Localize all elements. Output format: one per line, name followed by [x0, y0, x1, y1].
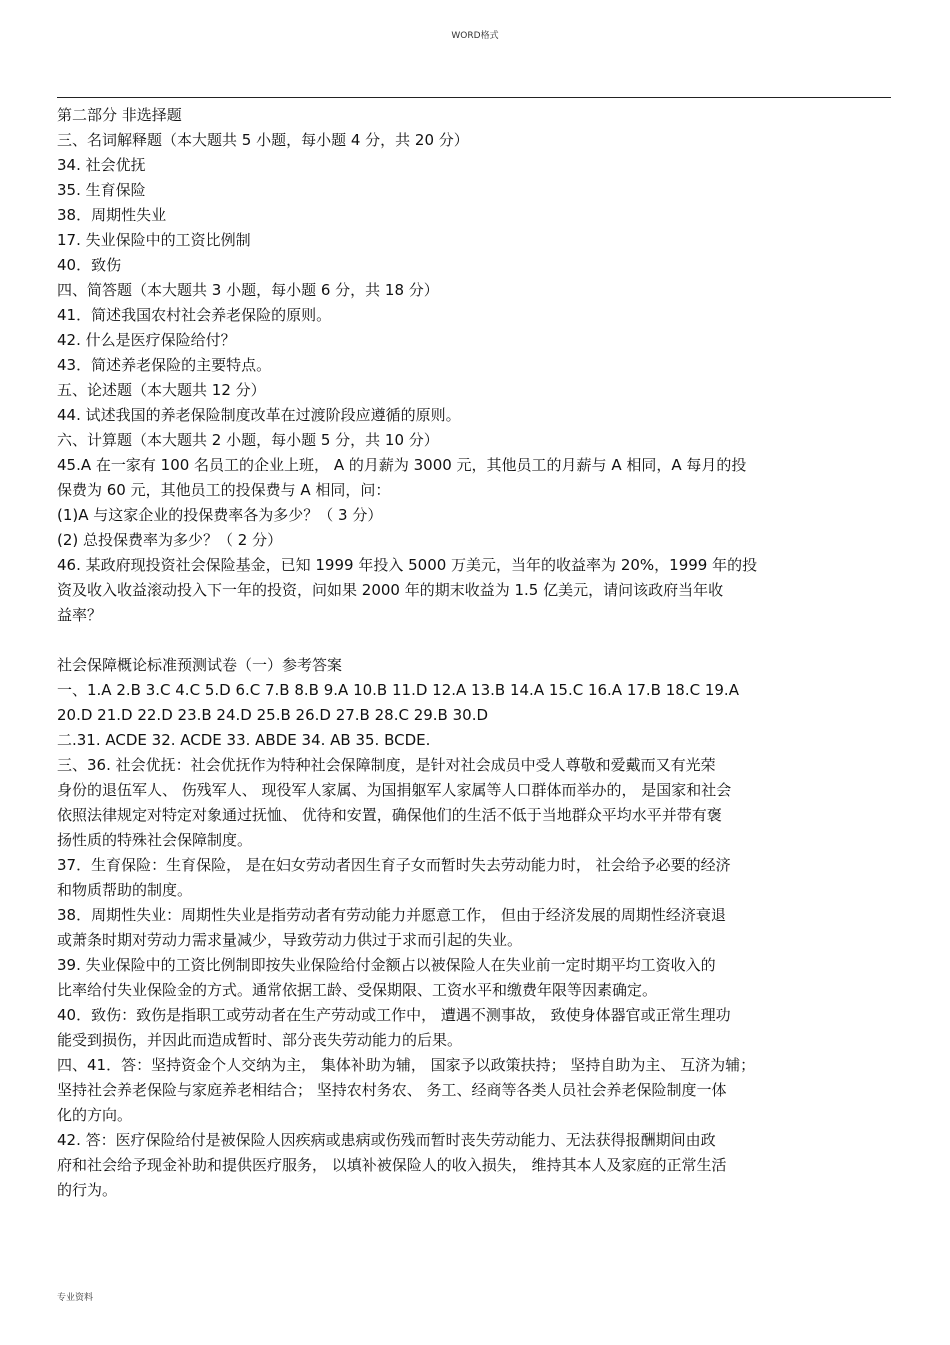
text-line: 35. 生育保险	[57, 181, 146, 199]
text-line: 五、论述题（本大题共 12 分）	[57, 381, 266, 399]
page-footer: 专业资料	[57, 1293, 94, 1303]
text-line: 益率？	[57, 606, 103, 624]
text-line: 42. 什么是医疗保险给付？	[57, 331, 236, 349]
blank-line	[57, 628, 899, 653]
text-line: 第二部分 非选择题	[57, 106, 182, 124]
text-line: 38．周期性失业	[57, 206, 167, 224]
text-line: 二.31. ACDE 32. ACDE 33. ABDE 34. AB 35. BCDE.	[57, 731, 431, 749]
text-line: 46. 某政府现投资社会保险基金，已知 1999 年投入 5000 万美元，当年的收益率为 20%，1999 年的投	[57, 556, 758, 574]
document-body	[57, 103, 899, 1203]
text-line: 43．简述养老保险的主要特点。	[57, 356, 272, 374]
text-line: 的行为。	[57, 1181, 118, 1199]
text-line: 39. 失业保险中的工资比例制即按失业保险给付金额占以被保险人在失业前一定时期平均工资收入的	[57, 956, 716, 974]
text-line: 45.A 在一家有 100 名员工的企业上班， A 的月薪为 3000 元，其他员工的月薪与 A 相同，A 每月的投	[57, 456, 747, 474]
text-line: 资及收入收益滚动投入下一年的投资，问如果 2000 年的期末收益为 1.5 亿美元，请问该政府当年收	[57, 581, 724, 599]
text-line: 府和社会给予现金补助和提供医疗服务， 以填补被保险人的收入损失， 维持其本人及家庭的正常生活	[57, 1156, 727, 1174]
text-line: 一、1.A 2.B 3.C 4.C 5.D 6.C 7.B 8.B 9.A 10.B 11.D 12.A 13.B 14.A 15.C 16.A 17.B 18.C 19.A	[57, 681, 739, 699]
text-line: 三、36. 社会优抚：社会优抚作为特种社会保障制度，是针对社会成员中受人尊敬和爱戴而又有光荣	[57, 756, 716, 774]
text-line: 社会保障概论标准预测试卷（一）参考答案	[57, 656, 343, 674]
text-line: (2) 总投保费率为多少？（ 2 分）	[57, 531, 283, 549]
text-line: 六、计算题（本大题共 2 小题，每小题 5 分，共 10 分）	[57, 431, 439, 449]
text-line: 四、简答题（本大题共 3 小题，每小题 6 分，共 18 分）	[57, 281, 439, 299]
text-line: 扬性质的特殊社会保障制度。	[57, 831, 253, 849]
text-line: 42. 答：医疗保险给付是被保险人因疾病或患病或伤残而暂时丧失劳动能力、无法获得报酬期间由政	[57, 1131, 716, 1149]
text-line: 保费为 60 元，其他员工的投保费与 A 相同，问：	[57, 481, 391, 499]
text-line: 或萧条时期对劳动力需求量减少，导致劳动力供过于求而引起的失业。	[57, 931, 523, 949]
text-line: 20.D 21.D 22.D 23.B 24.D 25.B 26.D 27.B 28.C 29.B 30.D	[57, 706, 489, 724]
text-line: 40．致伤	[57, 256, 122, 274]
text-line: 37．生育保险：生育保险， 是在妇女劳动者因生育子女而暂时失去劳动能力时， 社会给予必要的经济	[57, 856, 731, 874]
text-line: 比率给付失业保险金的方式。通常依据工龄、受保期限、工资水平和缴费年限等因素确定。	[57, 981, 658, 999]
text-line: 40．致伤：致伤是指职工或劳动者在生产劳动或工作中， 遭遇不测事故， 致使身体器官或正常生理功	[57, 1006, 731, 1024]
text-line: 34. 社会优抚	[57, 156, 146, 174]
text-line: 三、名词解释题（本大题共 5 小题，每小题 4 分，共 20 分）	[57, 131, 469, 149]
text-line: 41．简述我国农村社会养老保险的原则。	[57, 306, 332, 324]
text-line: 四、41．答：坚持资金个人交纳为主， 集体补助为辅， 国家予以政策扶持； 坚持自助为主、 互济为辅；	[57, 1056, 756, 1074]
text-line: 17. 失业保险中的工资比例制	[57, 231, 251, 249]
header-divider	[57, 97, 891, 98]
text-line: 依照法律规定对特定对象通过抚恤、 优待和安置，确保他们的生活不低于当地群众平均水平并带有褒	[57, 806, 722, 824]
text-line: 能受到损伤，并因此而造成暂时、部分丧失劳动能力的后果。	[57, 1031, 463, 1049]
text-line: 身份的退伍军人、 伤残军人、 现役军人家属、为国捐躯军人家属等人口群体而举办的， 是国家和社会	[57, 781, 732, 799]
text-line: 和物质帮助的制度。	[57, 881, 193, 899]
text-line: 化的方向。	[57, 1106, 133, 1124]
page-header: WORD格式	[451, 31, 499, 41]
text-line: 38．周期性失业：周期性失业是指劳动者有劳动能力并愿意工作， 但由于经济发展的周期性经济衰退	[57, 906, 726, 924]
text-line: 坚持社会养老保险与家庭养老相结合； 坚持农村务农、 务工、经商等各类人员社会养老保险制度一体	[57, 1081, 727, 1099]
text-line: (1)A 与这家企业的投保费率各为多少？（ 3 分）	[57, 506, 383, 524]
text-line: 44. 试述我国的养老保险制度改革在过渡阶段应遵循的原则。	[57, 406, 461, 424]
